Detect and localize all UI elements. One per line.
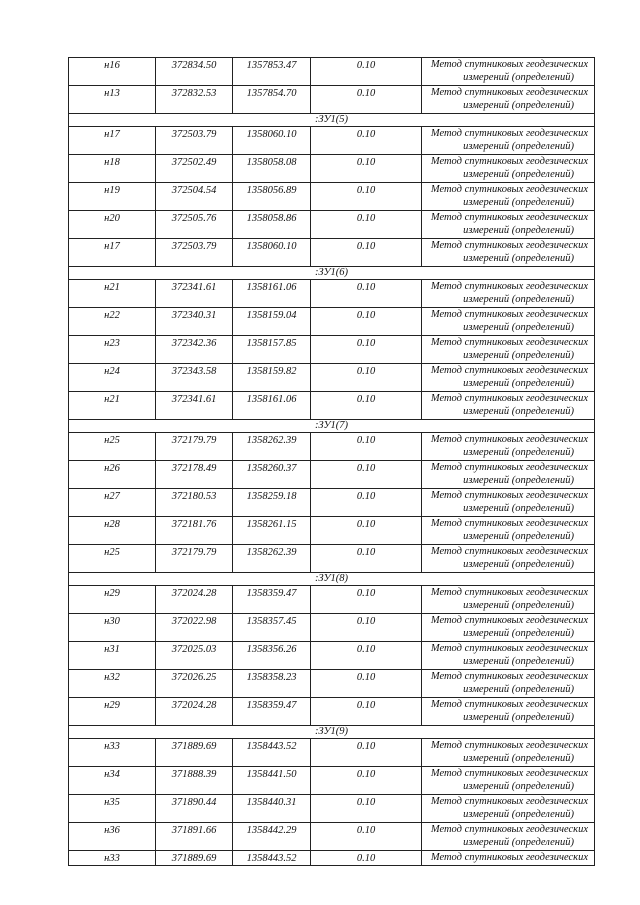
x-coordinate-cell: 371889.69 [156, 739, 233, 767]
point-name-cell: н23 [69, 336, 156, 364]
point-name-cell: н36 [69, 823, 156, 851]
parcel-group-row [69, 267, 595, 280]
table-row [69, 851, 595, 866]
table-row [69, 364, 595, 392]
point-name-cell: н33 [69, 739, 156, 767]
x-coordinate-cell: 372341.61 [156, 392, 233, 420]
accuracy-cell: 0.10 [311, 489, 422, 517]
table-row [69, 211, 595, 239]
y-coordinate-cell: 1357854.70 [233, 86, 311, 114]
method-line-1: Метод спутниковых геодезических [430, 128, 588, 139]
method-cell [422, 86, 595, 114]
method-line-2: измерений (определений) [463, 169, 574, 180]
method-cell [422, 211, 595, 239]
point-name-cell: н13 [69, 86, 156, 114]
point-name-cell: н18 [69, 155, 156, 183]
x-coordinate-cell: 372340.31 [156, 308, 233, 336]
method-line-1: Метод спутниковых геодезических [430, 518, 588, 529]
method-line-2: измерений (определений) [463, 350, 574, 361]
table-row [69, 433, 595, 461]
y-coordinate-cell: 1357853.47 [233, 58, 311, 86]
x-coordinate-cell: 372343.58 [156, 364, 233, 392]
parcel-group-row [69, 114, 595, 127]
method-line-1: Метод спутниковых геодезических [430, 393, 588, 404]
accuracy-cell: 0.10 [311, 670, 422, 698]
method-cell [422, 392, 595, 420]
method-line-2: измерений (определений) [463, 684, 574, 695]
y-coordinate-cell: 1358260.37 [233, 461, 311, 489]
table-row [69, 670, 595, 698]
table-row [69, 86, 595, 114]
method-line-2: измерений (определений) [463, 753, 574, 764]
x-coordinate-cell: 372179.79 [156, 545, 233, 573]
method-line-1: Метод спутниковых геодезических [430, 490, 588, 501]
method-cell [422, 698, 595, 726]
x-coordinate-cell: 372180.53 [156, 489, 233, 517]
accuracy-cell: 0.10 [311, 517, 422, 545]
y-coordinate-cell: 1358359.47 [233, 586, 311, 614]
point-name-cell: н28 [69, 517, 156, 545]
accuracy-cell: 0.10 [311, 392, 422, 420]
method-cell [422, 642, 595, 670]
point-name-cell: н20 [69, 211, 156, 239]
x-coordinate-cell: 371891.66 [156, 823, 233, 851]
accuracy-cell: 0.10 [311, 698, 422, 726]
accuracy-cell: 0.10 [311, 795, 422, 823]
parcel-group-label: :ЗУ1(7) [69, 420, 595, 433]
parcel-group-label: :ЗУ1(9) [69, 726, 595, 739]
accuracy-cell: 0.10 [311, 642, 422, 670]
accuracy-cell: 0.10 [311, 211, 422, 239]
method-line-2: измерений (определений) [463, 837, 574, 848]
method-line-1: Метод спутниковых геодезических [430, 281, 588, 292]
point-name-cell: н17 [69, 239, 156, 267]
accuracy-cell: 0.10 [311, 155, 422, 183]
method-line-1: Метод спутниковых геодезических [430, 796, 588, 807]
x-coordinate-cell: 372832.53 [156, 86, 233, 114]
method-line-1: Метод спутниковых геодезических [430, 587, 588, 598]
table-row [69, 642, 595, 670]
x-coordinate-cell: 372341.61 [156, 280, 233, 308]
table-row [69, 239, 595, 267]
method-line-2: измерений (определений) [463, 197, 574, 208]
method-line-1: Метод спутниковых геодезических [430, 212, 588, 223]
method-line-2: измерений (определений) [463, 781, 574, 792]
y-coordinate-cell: 1358161.06 [233, 280, 311, 308]
method-line-1: Метод спутниковых геодезических [430, 740, 588, 751]
method-line-1: Метод спутниковых геодезических [430, 643, 588, 654]
y-coordinate-cell: 1358060.10 [233, 127, 311, 155]
method-cell [422, 767, 595, 795]
coordinates-table-page [68, 57, 594, 866]
table-row [69, 767, 595, 795]
point-name-cell: н35 [69, 795, 156, 823]
point-name-cell: н26 [69, 461, 156, 489]
y-coordinate-cell: 1358159.04 [233, 308, 311, 336]
method-line-2: измерений (определений) [463, 712, 574, 723]
method-cell [422, 239, 595, 267]
method-cell [422, 823, 595, 851]
table-row [69, 795, 595, 823]
method-line-2: измерений (определений) [463, 531, 574, 542]
method-cell [422, 308, 595, 336]
method-cell [422, 433, 595, 461]
method-cell [422, 155, 595, 183]
x-coordinate-cell: 371890.44 [156, 795, 233, 823]
y-coordinate-cell: 1358357.45 [233, 614, 311, 642]
method-cell [422, 851, 595, 866]
coordinates-table [68, 57, 595, 866]
method-line-1: Метод спутниковых геодезических [430, 768, 588, 779]
method-line-1: Метод спутниковых геодезических [430, 365, 588, 376]
y-coordinate-cell: 1358261.15 [233, 517, 311, 545]
method-line-1: Метод спутниковых геодезических [430, 824, 588, 835]
y-coordinate-cell: 1358056.89 [233, 183, 311, 211]
table-row [69, 517, 595, 545]
method-line-2: измерений (определений) [463, 475, 574, 486]
method-line-1: Метод спутниковых геодезических [430, 184, 588, 195]
method-line-1: Метод спутниковых геодезических [430, 337, 588, 348]
point-name-cell: н21 [69, 392, 156, 420]
method-line-2: измерений (определений) [463, 253, 574, 264]
method-cell [422, 183, 595, 211]
method-cell [422, 795, 595, 823]
method-line-1: Метод спутниковых геодезических [430, 462, 588, 473]
method-line-2: измерений (определений) [463, 656, 574, 667]
accuracy-cell: 0.10 [311, 58, 422, 86]
y-coordinate-cell: 1358159.82 [233, 364, 311, 392]
method-cell [422, 670, 595, 698]
accuracy-cell: 0.10 [311, 851, 422, 866]
point-name-cell: н25 [69, 545, 156, 573]
method-cell [422, 545, 595, 573]
accuracy-cell: 0.10 [311, 86, 422, 114]
parcel-group-row [69, 573, 595, 586]
y-coordinate-cell: 1358262.39 [233, 433, 311, 461]
y-coordinate-cell: 1358058.86 [233, 211, 311, 239]
accuracy-cell: 0.10 [311, 767, 422, 795]
x-coordinate-cell: 372178.49 [156, 461, 233, 489]
point-name-cell: н33 [69, 851, 156, 866]
method-line-2: измерений (определений) [463, 406, 574, 417]
method-line-1: Метод спутниковых геодезических [430, 671, 588, 682]
point-name-cell: н29 [69, 586, 156, 614]
method-cell [422, 364, 595, 392]
table-row [69, 155, 595, 183]
method-cell [422, 517, 595, 545]
accuracy-cell: 0.10 [311, 336, 422, 364]
method-line-2: измерений (определений) [463, 503, 574, 514]
method-line-1: Метод спутниковых геодезических [430, 87, 588, 98]
point-name-cell: н30 [69, 614, 156, 642]
accuracy-cell: 0.10 [311, 433, 422, 461]
x-coordinate-cell: 372181.76 [156, 517, 233, 545]
method-line-1: Метод спутниковых геодезических [430, 240, 588, 251]
table-row [69, 586, 595, 614]
x-coordinate-cell: 372505.76 [156, 211, 233, 239]
method-line-2: измерений (определений) [463, 600, 574, 611]
table-row [69, 739, 595, 767]
method-cell [422, 489, 595, 517]
y-coordinate-cell: 1358442.29 [233, 823, 311, 851]
accuracy-cell: 0.10 [311, 239, 422, 267]
method-line-1: Метод спутниковых геодезических [430, 434, 588, 445]
parcel-group-label: :ЗУ1(6) [69, 267, 595, 280]
x-coordinate-cell: 371888.39 [156, 767, 233, 795]
x-coordinate-cell: 372022.98 [156, 614, 233, 642]
method-cell [422, 58, 595, 86]
method-line-1: Метод спутниковых геодезических [430, 59, 588, 70]
x-coordinate-cell: 372503.79 [156, 127, 233, 155]
accuracy-cell: 0.10 [311, 280, 422, 308]
method-line-2: измерений (определений) [463, 100, 574, 111]
point-name-cell: н21 [69, 280, 156, 308]
accuracy-cell: 0.10 [311, 461, 422, 489]
y-coordinate-cell: 1358358.23 [233, 670, 311, 698]
y-coordinate-cell: 1358356.26 [233, 642, 311, 670]
parcel-group-label: :ЗУ1(5) [69, 114, 595, 127]
y-coordinate-cell: 1358161.06 [233, 392, 311, 420]
method-line-2: измерений (определений) [463, 72, 574, 83]
table-row [69, 698, 595, 726]
table-row [69, 461, 595, 489]
table-row [69, 127, 595, 155]
method-line-2: измерений (определений) [463, 447, 574, 458]
method-cell [422, 127, 595, 155]
accuracy-cell: 0.10 [311, 183, 422, 211]
point-name-cell: н22 [69, 308, 156, 336]
accuracy-cell: 0.10 [311, 823, 422, 851]
table-row [69, 280, 595, 308]
table-row [69, 545, 595, 573]
x-coordinate-cell: 372503.79 [156, 239, 233, 267]
y-coordinate-cell: 1358359.47 [233, 698, 311, 726]
method-cell [422, 739, 595, 767]
coordinates-table-body [69, 58, 595, 866]
method-line-1: Метод спутниковых геодезических [430, 546, 588, 557]
method-cell [422, 461, 595, 489]
point-name-cell: н17 [69, 127, 156, 155]
table-row [69, 336, 595, 364]
method-line-1: Метод спутниковых геодезических [430, 699, 588, 710]
accuracy-cell: 0.10 [311, 127, 422, 155]
table-row [69, 489, 595, 517]
x-coordinate-cell: 372025.03 [156, 642, 233, 670]
method-line-1: Метод спутниковых геодезических [430, 852, 588, 863]
method-cell [422, 336, 595, 364]
parcel-group-row [69, 726, 595, 739]
y-coordinate-cell: 1358440.31 [233, 795, 311, 823]
method-line-2: измерений (определений) [463, 628, 574, 639]
accuracy-cell: 0.10 [311, 308, 422, 336]
point-name-cell: н29 [69, 698, 156, 726]
accuracy-cell: 0.10 [311, 739, 422, 767]
method-line-2: измерений (определений) [463, 809, 574, 820]
point-name-cell: н24 [69, 364, 156, 392]
method-cell [422, 280, 595, 308]
x-coordinate-cell: 372024.28 [156, 698, 233, 726]
point-name-cell: н32 [69, 670, 156, 698]
accuracy-cell: 0.10 [311, 586, 422, 614]
point-name-cell: н34 [69, 767, 156, 795]
y-coordinate-cell: 1358058.08 [233, 155, 311, 183]
method-line-2: измерений (определений) [463, 322, 574, 333]
method-line-2: измерений (определений) [463, 225, 574, 236]
method-cell [422, 614, 595, 642]
table-row [69, 614, 595, 642]
method-line-1: Метод спутниковых геодезических [430, 156, 588, 167]
method-line-1: Метод спутниковых геодезических [430, 309, 588, 320]
parcel-group-label: :ЗУ1(8) [69, 573, 595, 586]
table-row [69, 392, 595, 420]
y-coordinate-cell: 1358157.85 [233, 336, 311, 364]
y-coordinate-cell: 1358441.50 [233, 767, 311, 795]
y-coordinate-cell: 1358443.52 [233, 739, 311, 767]
accuracy-cell: 0.10 [311, 614, 422, 642]
point-name-cell: н27 [69, 489, 156, 517]
method-line-2: измерений (определений) [463, 559, 574, 570]
x-coordinate-cell: 372834.50 [156, 58, 233, 86]
accuracy-cell: 0.10 [311, 364, 422, 392]
y-coordinate-cell: 1358060.10 [233, 239, 311, 267]
x-coordinate-cell: 372502.49 [156, 155, 233, 183]
table-row [69, 58, 595, 86]
point-name-cell: н19 [69, 183, 156, 211]
method-line-2: измерений (определений) [463, 141, 574, 152]
method-line-1: Метод спутниковых геодезических [430, 615, 588, 626]
point-name-cell: н25 [69, 433, 156, 461]
method-cell [422, 586, 595, 614]
table-row [69, 183, 595, 211]
y-coordinate-cell: 1358262.39 [233, 545, 311, 573]
point-name-cell: н31 [69, 642, 156, 670]
table-row [69, 823, 595, 851]
method-line-2: измерений (определений) [463, 378, 574, 389]
accuracy-cell: 0.10 [311, 545, 422, 573]
method-line-2: измерений (определений) [463, 294, 574, 305]
table-row [69, 308, 595, 336]
x-coordinate-cell: 372024.28 [156, 586, 233, 614]
x-coordinate-cell: 372342.36 [156, 336, 233, 364]
x-coordinate-cell: 372026.25 [156, 670, 233, 698]
y-coordinate-cell: 1358259.18 [233, 489, 311, 517]
parcel-group-row [69, 420, 595, 433]
x-coordinate-cell: 372179.79 [156, 433, 233, 461]
x-coordinate-cell: 372504.54 [156, 183, 233, 211]
y-coordinate-cell: 1358443.52 [233, 851, 311, 866]
x-coordinate-cell: 371889.69 [156, 851, 233, 866]
point-name-cell: н16 [69, 58, 156, 86]
